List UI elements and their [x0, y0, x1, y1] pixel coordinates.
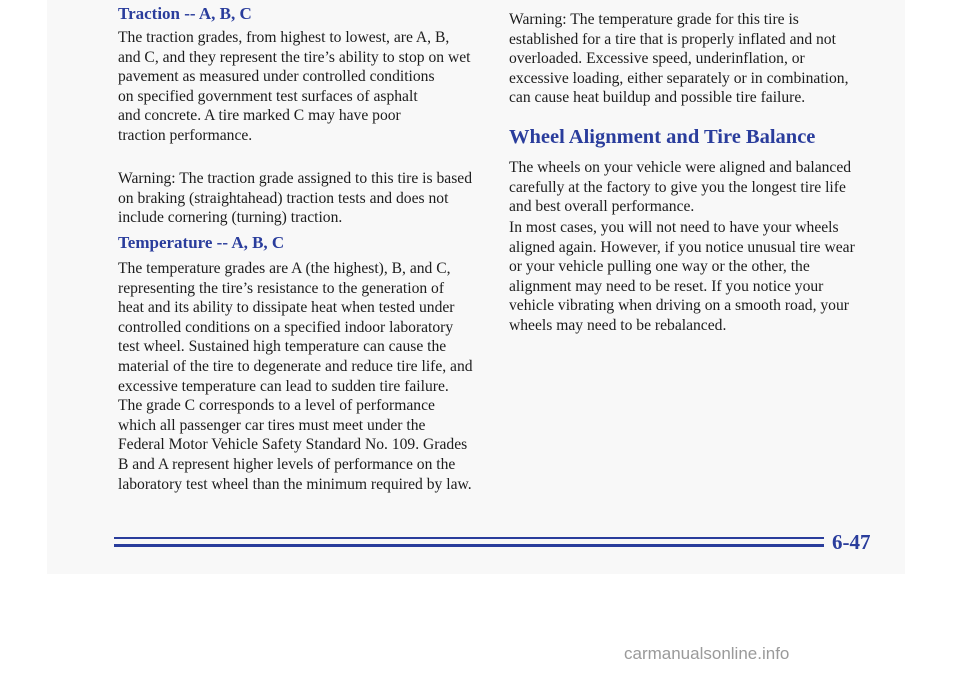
text-line: traction performance.: [118, 126, 253, 144]
text-line: and C, and they represent the tire’s ability to stop on wet: [118, 48, 471, 66]
text-line: vehicle vibrating when driving on a smooth road, your: [509, 297, 849, 315]
watermark-text: carmanualsonline.info: [624, 644, 790, 663]
temperature-heading: Temperature -- A, B, C: [118, 233, 285, 252]
footer-rule-thin: [114, 537, 824, 539]
text-line: B and A represent higher levels of performance on the: [118, 455, 456, 473]
text-line: The traction grades, from highest to lowest, are A, B,: [118, 29, 450, 46]
wheel-alignment-heading: Wheel Alignment and Tire Balance: [509, 126, 816, 148]
text-line: Warning: The traction grade assigned to this tire is based: [118, 170, 472, 187]
text-line: pavement as measured under controlled conditions: [118, 68, 435, 86]
text-line: on specified government test surfaces of asphalt: [118, 87, 418, 105]
temperature-warning: [509, 10, 848, 108]
temperature-paragraph: [118, 259, 473, 494]
text-line: controlled conditions on a specified indoor laboratory: [118, 318, 454, 336]
text-line: Federal Motor Vehicle Safety Standard No. 109. Grades: [118, 436, 468, 454]
text-line: include cornering (turning) traction.: [118, 209, 343, 227]
text-line: Warning: The temperature grade for this tire is: [509, 11, 799, 28]
text-line: test wheel. Sustained high temperature can cause the: [118, 338, 447, 356]
text-line: excessive temperature can lead to sudden tire failure.: [118, 377, 449, 395]
text-line: representing the tire’s resistance to the generation of: [118, 279, 445, 297]
footer-rule-thick: [114, 544, 824, 547]
text-line: established for a tire that is properly inflated and not: [509, 30, 836, 48]
text-line: The wheels on your vehicle were aligned and balanced: [509, 159, 852, 176]
text-line: and best overall performance.: [509, 198, 695, 216]
text-line: and concrete. A tire marked C may have poor: [118, 107, 401, 125]
text-line: excessive loading, either separately or in combination,: [509, 69, 849, 87]
text-line: laboratory test wheel than the minimum required by law.: [118, 475, 472, 493]
text-line: on braking (straightahead) traction tests and does not: [118, 189, 449, 207]
text-line: aligned again. However, if you notice unusual tire wear: [509, 238, 855, 256]
text-line: overloaded. Excessive speed, underinflation, or: [509, 50, 805, 68]
traction-heading: Traction -- A, B, C: [118, 4, 252, 23]
page-number: 6-47: [832, 530, 871, 554]
text-line: In most cases, you will not need to have your wheels: [509, 219, 839, 236]
text-line: or your vehicle pulling one way or the other, the: [509, 258, 810, 276]
traction-paragraph: [118, 28, 471, 146]
text-line: carefully at the factory to give you the longest tire life: [509, 178, 846, 196]
text-line: which all passenger car tires must meet under the: [118, 416, 426, 434]
text-line: can cause heat buildup and possible tire failure.: [509, 89, 806, 107]
text-line: alignment may need to be reset. If you notice your: [509, 277, 824, 295]
text-line: heat and its ability to dissipate heat when tested under: [118, 299, 455, 317]
text-line: The temperature grades are A (the highest), B, and C,: [118, 260, 451, 277]
text-line: The grade C corresponds to a level of performance: [118, 397, 435, 415]
text-line: wheels may need to be rebalanced.: [509, 316, 727, 334]
text-line: material of the tire to degenerate and reduce tire life, and: [118, 357, 473, 375]
traction-warning: [118, 169, 472, 228]
alignment-paragraph-1: [509, 158, 851, 217]
alignment-paragraph-2: [509, 218, 855, 336]
manual-page: [47, 0, 905, 574]
